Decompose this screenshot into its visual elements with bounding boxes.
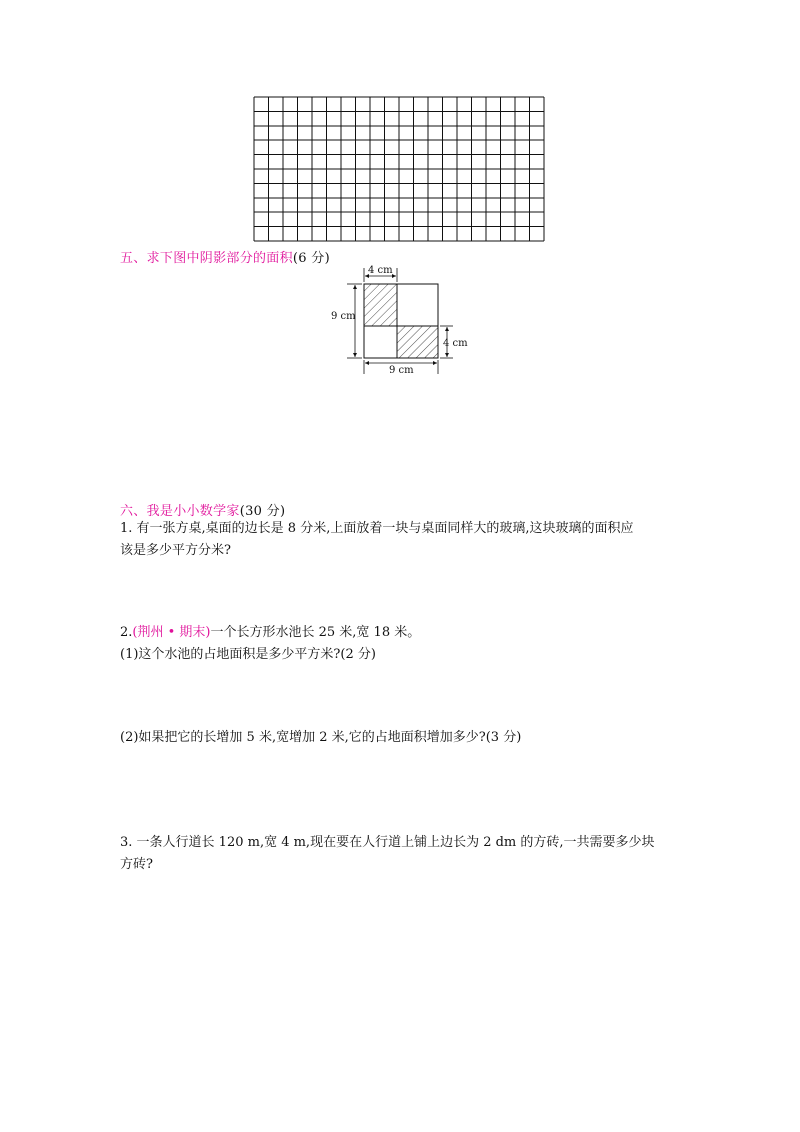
shaded-square-bottom-right [397,326,438,358]
question-3-line-2: 方砖? [120,857,153,872]
question-3-line-1: 3. 一条人行道长 120 m,宽 4 m,现在要在人行道上铺上边长为 2 dm 的方砖,一共需要多少块 [120,835,655,850]
section-5-heading [120,247,330,266]
question-2-part-2: (2)如果把它的长增加 5 米,宽增加 2 米,它的占地面积增加多少?(3 分) [120,730,522,745]
shaded-square-top-left [364,284,397,326]
question-2-stem [120,622,420,644]
section-6-title: 六、我是小小数学家 [120,504,240,519]
shaded-area-figure [325,262,485,377]
question-2-source-tag: (荆州 • 期末) [132,625,211,640]
question-1 [120,518,633,562]
question-2-part-1: (1)这个水池的占地面积是多少平方米?(2 分) [120,647,376,662]
square-grid [253,96,545,242]
question-3 [120,832,655,876]
question-1-line-2: 该是多少平方分米? [120,543,231,558]
section-6-score: (30 分) [239,504,286,519]
dimension-label-left: 9 cm [331,311,356,322]
question-1-line-1: 1. 有一张方桌,桌面的边长是 8 分米,上面放着一块与桌面同样大的玻璃,这块玻璃的面积应 [120,521,634,536]
section-5-score: (6 分) [292,251,330,266]
question-2-number: 2. [120,625,133,640]
question-2-text: 一个长方形水池长 25 米,宽 18 米。 [210,625,421,640]
dimension-label-bottom: 9 cm [389,365,414,376]
dimension-label-top: 4 cm [368,265,393,276]
dimension-label-right: 4 cm [443,338,468,349]
section-5-title: 五、求下图中阴影部分的面积 [120,251,293,266]
section-6-heading [120,500,285,519]
